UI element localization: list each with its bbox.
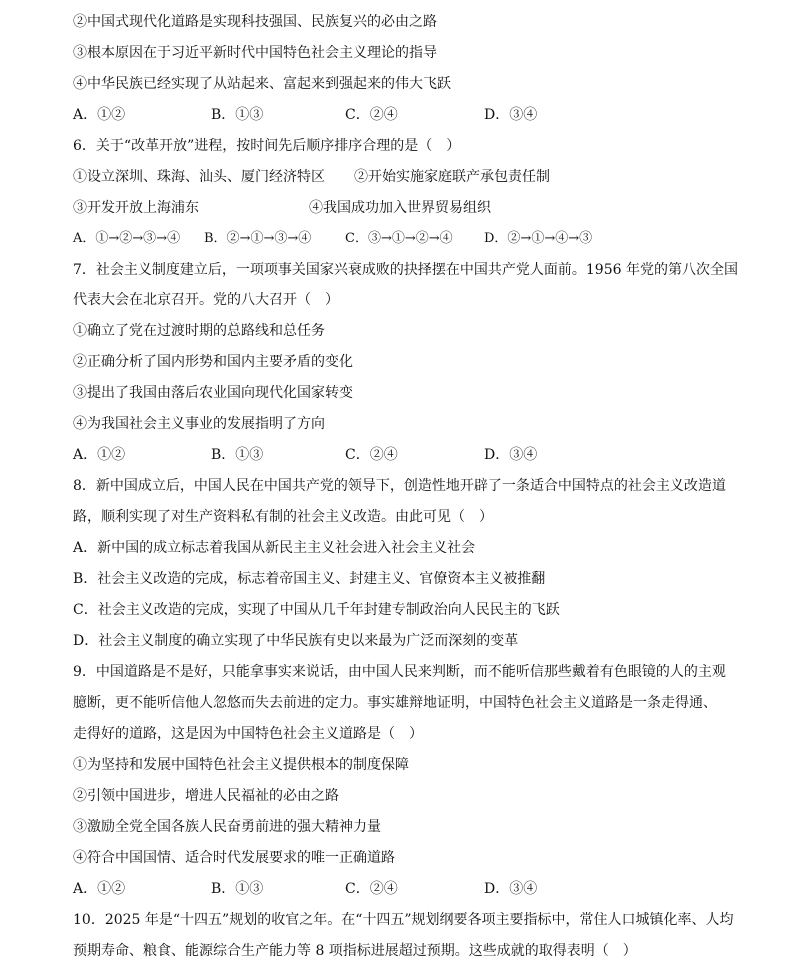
q7-statement-4: ④为我国社会主义事业的发展指明了方向 — [73, 416, 325, 432]
option-statement-4: ④中华民族已经实现了从站起来、富起来到强起来的伟大飞跃 — [73, 76, 451, 92]
answer-option-b: B．①③ — [211, 107, 264, 123]
option-statement-3: ③根本原因在于习近平新时代中国特色社会主义理论的指导 — [73, 45, 437, 61]
answer-option-b: B．②→①→③→④ — [204, 231, 312, 246]
q8-option-a: A．新中国的成立标志着我国从新民主主义社会进入社会主义社会 — [73, 540, 476, 556]
question-10-stem-line-1: 10．2025 年是“十四五”规划的收官之年。在“十四五”规划纲要各项主要指标中，常住人口城镇化率、人均 — [73, 912, 734, 928]
answer-option-d: D．②→①→④→③ — [484, 231, 593, 246]
answer-option-d: D．③④ — [484, 107, 538, 123]
answer-option-c: C．②④ — [345, 881, 398, 897]
answer-option-d: D．③④ — [484, 447, 538, 463]
q7-statement-2: ②正确分析了国内形势和国内主要矛盾的变化 — [73, 354, 353, 370]
question-6-stem: 6．关于“改革开放”进程，按时间先后顺序排序合理的是（ ） — [73, 138, 461, 154]
q9-statement-3: ③激励全党全国各族人民奋勇前进的强大精神力量 — [73, 819, 381, 835]
answer-option-c: C．②④ — [345, 107, 398, 123]
question-9-stem-line-1: 9．中国道路是不是好，只能拿事实来说话，由中国人民来判断，而不能听信那些戴着有色眼镜的人的主观 — [73, 664, 726, 680]
question-7-stem-line-2: 代表大会在北京召开。党的八大召开（ ） — [73, 292, 339, 308]
question-8-stem-line-2: 路，顺利实现了对生产资料私有制的社会主义改造。由此可见（ ） — [73, 509, 493, 525]
q6-item-1: ①设立深圳、珠海、汕头、厦门经济特区 — [73, 169, 325, 185]
answer-option-b: B．①③ — [211, 447, 264, 463]
answer-option-a: A．①→②→③→④ — [73, 231, 181, 246]
q9-statement-2: ②引领中国进步，增进人民福祉的必由之路 — [73, 788, 339, 804]
q8-option-d: D．社会主义制度的确立实现了中华民族有史以来最为广泛而深刻的变革 — [73, 633, 519, 649]
q6-item-3: ③开发开放上海浦东 — [73, 200, 199, 216]
q9-statement-1: ①为坚持和发展中国特色社会主义提供根本的制度保障 — [73, 757, 409, 773]
q7-statement-1: ①确立了党在过渡时期的总路线和总任务 — [73, 323, 325, 339]
question-7-stem-line-1: 7．社会主义制度建立后，一项项事关国家兴衰成败的抉择摆在中国共产党人面前。1956 年党的第八次全国 — [73, 262, 738, 278]
answer-option-c: C．②④ — [345, 447, 398, 463]
q6-item-2: ②开始实施家庭联产承包责任制 — [354, 169, 550, 185]
q7-statement-3: ③提出了我国由落后农业国向现代化国家转变 — [73, 385, 353, 401]
answer-option-c: C．③→①→②→④ — [345, 231, 453, 246]
q8-option-b: B．社会主义改造的完成，标志着帝国主义、封建主义、官僚资本主义被推翻 — [73, 571, 546, 587]
answer-option-a: A．①② — [73, 107, 126, 123]
answer-option-b: B．①③ — [211, 881, 264, 897]
question-9-stem-line-3: 走得好的道路，这是因为中国特色社会主义道路是（ ） — [73, 726, 423, 742]
answer-option-d: D．③④ — [484, 881, 538, 897]
q8-option-c: C．社会主义改造的完成，实现了中国从几千年封建专制政治向人民民主的飞跃 — [73, 602, 560, 618]
answer-option-a: A．①② — [73, 881, 126, 897]
option-statement-2: ②中国式现代化道路是实现科技强国、民族复兴的必由之路 — [73, 14, 437, 30]
q6-item-4: ④我国成功加入世界贸易组织 — [309, 200, 491, 216]
answer-option-a: A．①② — [73, 447, 126, 463]
question-9-stem-line-2: 臆断，更不能听信他人忽悠而失去前进的定力。事实雄辩地证明，中国特色社会主义道路是一条走得通、 — [73, 695, 717, 711]
question-10-stem-line-2: 预期寿命、粮食、能源综合生产能力等 8 项指标进展超过预期。这些成就的取得表明（ ） — [73, 943, 637, 959]
question-8-stem-line-1: 8．新中国成立后，中国人民在中国共产党的领导下，创造性地开辟了一条适合中国特点的社会主义改造道 — [73, 478, 726, 494]
q9-statement-4: ④符合中国国情、适合时代发展要求的唯一正确道路 — [73, 850, 395, 866]
